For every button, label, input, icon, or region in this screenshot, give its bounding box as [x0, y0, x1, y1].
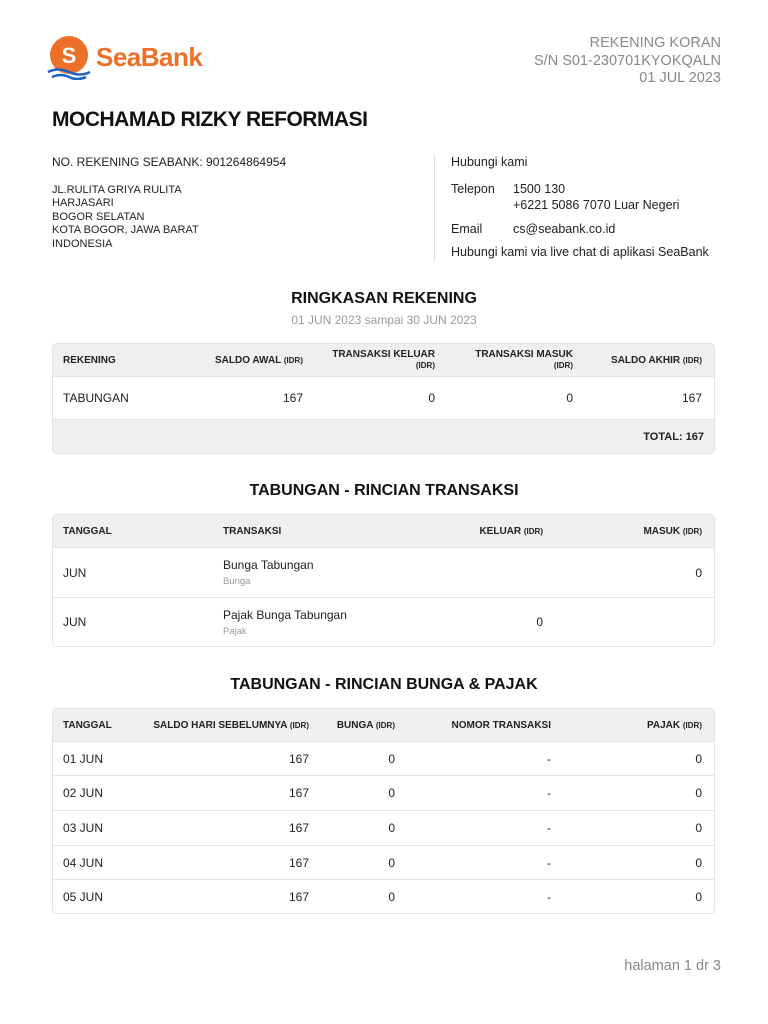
address-line: HARJASARI: [52, 197, 114, 210]
divider: [434, 155, 435, 261]
interest-title: TABUNGAN - RINCIAN BUNGA & PAJAK: [230, 676, 538, 693]
table-row: [53, 742, 714, 776]
account-holder-name: MOCHAMAD RIZKY REFORMASI: [52, 108, 368, 131]
table-header: [53, 515, 714, 548]
cell-interest: 0: [388, 751, 395, 766]
cell-previous-balance: 167: [288, 821, 309, 835]
cell-previous-balance: 167: [288, 751, 309, 766]
table-row: [53, 880, 714, 913]
col-opening: SALDO AWAL (IDR): [214, 354, 303, 366]
address-line: BOGOR SELATAN: [52, 210, 145, 223]
cell-debit: 0: [428, 391, 435, 405]
col-tax: PAJAK (IDR): [646, 719, 702, 731]
cell-transaction-number: -: [547, 855, 551, 870]
col-debit: TRANSAKSI KELUAR (IDR): [332, 349, 435, 370]
cell-date: JUN: [63, 565, 87, 580]
cell-credit: 0: [566, 391, 573, 405]
transaction-category: Pajak: [223, 625, 247, 637]
cell-out: 0: [536, 615, 543, 629]
contact-chat: Hubungi kami via live chat di aplikasi SeaBank: [451, 245, 709, 259]
col-interest: BUNGA (IDR): [336, 719, 395, 731]
col-date: TANGGAL: [63, 719, 112, 731]
cell-in: 0: [695, 565, 702, 580]
col-out: KELUAR (IDR): [479, 525, 543, 537]
table-row: [53, 377, 714, 420]
phone-international[interactable]: +6221 5086 7070 Luar Negeri: [513, 198, 680, 212]
cell-date: JUN: [63, 615, 87, 629]
email-link[interactable]: cs@seabank.co.id: [513, 222, 616, 236]
col-date: TANGGAL: [63, 525, 112, 537]
table-row: [53, 598, 714, 646]
cell-transaction-number: -: [547, 786, 551, 800]
table-row: [53, 846, 714, 880]
cell-date: 05 JUN: [63, 889, 104, 904]
col-in: MASUK (IDR): [643, 525, 702, 537]
col-credit: TRANSAKSI MASUK (IDR): [475, 349, 573, 370]
brand-name: SeaBank: [96, 41, 203, 72]
col-transaction: TRANSAKSI: [223, 525, 282, 537]
transactions-title: TABUNGAN - RINCIAN TRANSAKSI: [249, 482, 519, 499]
cell-previous-balance: 167: [288, 889, 309, 904]
transactions-table: [52, 514, 715, 647]
account-info: [52, 155, 286, 251]
phone-values: [513, 181, 679, 213]
cell-account: TABUNGAN: [63, 391, 129, 405]
cell-closing: 167: [681, 391, 702, 405]
cell-transaction: [213, 608, 393, 637]
cell-interest: 0: [388, 786, 395, 800]
transaction-description: Pajak Bunga Tabungan: [223, 607, 347, 622]
cell-interest: 0: [388, 855, 395, 870]
contact-info: [451, 155, 709, 259]
transaction-description: Bunga Tabungan: [223, 558, 314, 572]
cell-transaction-number: -: [547, 821, 551, 835]
contact-phone: [451, 181, 709, 213]
seabank-logo: [46, 34, 202, 80]
table-header: [53, 344, 714, 377]
logo-letter: S: [61, 43, 77, 68]
summary-period: 01 JUN 2023 sampai 30 JUN 2023: [291, 313, 477, 327]
summary-table: [52, 343, 715, 454]
table-row: [53, 811, 714, 846]
address: [52, 184, 286, 251]
cell-date: 01 JUN: [63, 751, 104, 766]
table-row: [53, 776, 714, 811]
cell-transaction-number: -: [547, 751, 551, 766]
table-row: [53, 548, 714, 598]
address-line: KOTA BOGOR, JAWA BARAT: [52, 224, 199, 237]
cell-previous-balance: 167: [288, 855, 309, 870]
cell-tax: 0: [695, 751, 702, 766]
transaction-category: Bunga: [223, 576, 251, 587]
phone-label: Telepon: [451, 182, 495, 196]
interest-table: [52, 708, 715, 914]
cell-interest: 0: [388, 821, 395, 835]
col-transaction-number: NOMOR TRANSAKSI: [451, 719, 551, 731]
contact-title: Hubungi kami: [451, 155, 528, 169]
cell-tax: 0: [695, 889, 702, 904]
account-number: NO. REKENING SEABANK: 901264864954: [52, 155, 287, 169]
contact-email: [451, 222, 709, 236]
document-serial: S/N S01-230701KYOKQALN: [534, 52, 721, 69]
cell-tax: 0: [695, 821, 702, 835]
col-account: REKENING: [63, 354, 116, 366]
document-date: 01 JUL 2023: [639, 70, 721, 86]
seabank-logo-icon: [46, 34, 92, 80]
summary-title: RINGKASAN REKENING: [291, 290, 477, 307]
cell-previous-balance: 167: [288, 786, 309, 800]
table-header: [53, 709, 714, 742]
cell-interest: 0: [388, 889, 395, 904]
cell-date: 02 JUN: [63, 786, 104, 800]
cell-transaction: [213, 558, 393, 587]
phone-local[interactable]: 1500 130: [513, 182, 566, 196]
document-meta: [534, 35, 721, 88]
document-type: REKENING KORAN: [589, 35, 721, 51]
cell-date: 03 JUN: [63, 821, 104, 835]
page-number: halaman 1 dr 3: [624, 958, 721, 974]
summary-total: TOTAL: 167: [53, 420, 714, 453]
cell-transaction-number: -: [547, 889, 551, 904]
address-line: JL.RULITA GRIYA RULITA: [52, 184, 182, 196]
col-previous-balance: SALDO HARI SEBELUMNYA (IDR): [153, 719, 309, 731]
cell-date: 04 JUN: [63, 855, 104, 870]
email-label: Email: [451, 222, 483, 236]
cell-tax: 0: [695, 855, 702, 870]
cell-tax: 0: [695, 786, 702, 800]
address-line: INDONESIA: [52, 237, 113, 250]
col-closing: SALDO AKHIR (IDR): [611, 354, 702, 366]
cell-opening: 167: [282, 391, 303, 405]
